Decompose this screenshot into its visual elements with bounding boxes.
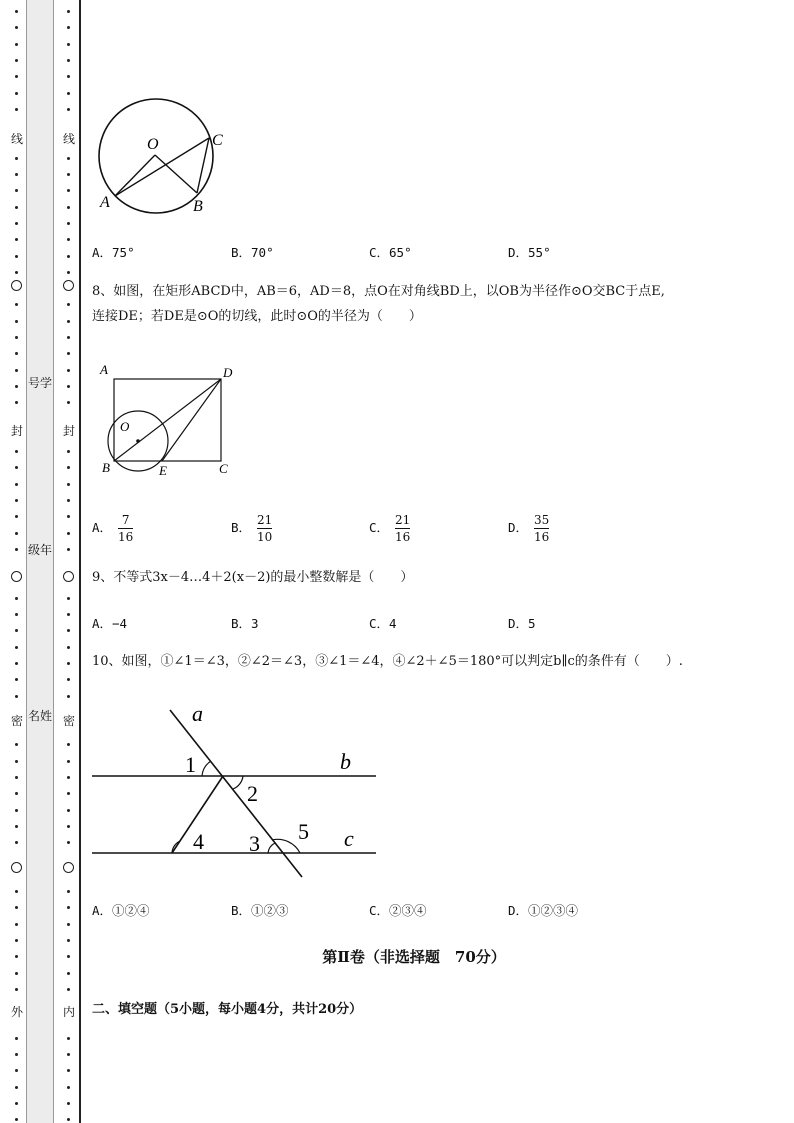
binding-dot — [15, 271, 18, 274]
q10-label-1: 1 — [185, 752, 196, 777]
binding-dot — [15, 1053, 18, 1056]
q9-option-c[interactable]: C．4 — [369, 616, 397, 631]
q7-label-C: C — [212, 132, 223, 149]
q8-center-dot — [136, 439, 140, 443]
binding-dot — [15, 515, 18, 518]
q8-option-d-fraction — [534, 513, 549, 544]
binding-ring — [63, 571, 74, 582]
q10-label-a: a — [192, 701, 203, 726]
q8-text-line1: 8、如图，在矩形ABCD中，AB＝6，AD＝8，点O在对角线BD上，以OB为半径作⊙O交BC于点E, — [92, 284, 665, 299]
binding-dot — [67, 352, 70, 355]
outer-char-feng: 封 — [10, 424, 23, 438]
binding-dot — [15, 320, 18, 323]
binding-dot — [15, 776, 18, 779]
binding-dot — [67, 483, 70, 486]
binding-dot — [67, 629, 70, 632]
binding-dot — [15, 173, 18, 176]
q10-label-3: 3 — [249, 831, 260, 856]
q8-label-D: D — [223, 365, 233, 380]
binding-dot — [15, 75, 18, 78]
binding-ring — [11, 280, 22, 291]
binding-dot — [67, 369, 70, 372]
q8-option-b-letter: B． — [231, 520, 252, 535]
q8-label-A: A — [100, 362, 108, 377]
binding-dot — [15, 238, 18, 241]
binding-dot — [67, 43, 70, 46]
binding-dot — [67, 1118, 70, 1121]
q10-option-b[interactable]: B．①②③ — [231, 903, 289, 918]
binding-dot — [15, 890, 18, 893]
binding-dot — [67, 108, 70, 111]
binding-dot — [15, 303, 18, 306]
binding-dot — [67, 841, 70, 844]
binding-dot — [67, 255, 70, 258]
q10-label-c: c — [344, 826, 354, 851]
binding-dot — [67, 238, 70, 241]
binding-dot — [67, 972, 70, 975]
binding-dot — [67, 988, 70, 991]
binding-dot — [67, 401, 70, 404]
q8-option-d-num: 35 — [534, 513, 550, 527]
q10-angle-3-arc — [268, 843, 275, 853]
binding-dot — [67, 59, 70, 62]
section2-subtitle: 二、填空题（5小题，每小题4分，共计20分） — [92, 1002, 363, 1017]
binding-dot — [67, 10, 70, 13]
binding-dot — [67, 597, 70, 600]
binding-dot — [15, 206, 18, 209]
binding-dot — [15, 92, 18, 95]
binding-dot — [15, 613, 18, 616]
binding-ring — [63, 862, 74, 873]
q8-option-c-num: 21 — [395, 513, 411, 527]
binding-dot — [15, 939, 18, 942]
binding-dot — [67, 271, 70, 274]
outer-char-xian: 线 — [10, 132, 23, 146]
binding-dot — [15, 809, 18, 812]
q10-angle-2-arc — [233, 776, 243, 789]
binding-dot — [15, 108, 18, 111]
q7-option-d[interactable]: D．55° — [508, 245, 551, 260]
inner-char-feng: 封 — [62, 424, 75, 438]
binding-dot — [67, 646, 70, 649]
binding-dot — [67, 906, 70, 909]
q8-option-b-fraction — [257, 513, 272, 544]
binding-dot — [15, 743, 18, 746]
binding-dot — [15, 499, 18, 502]
binding-dot — [15, 532, 18, 535]
q10-option-d[interactable]: D．①②③④ — [508, 903, 579, 918]
q8-option-b-den: 10 — [257, 530, 273, 544]
binding-dot — [67, 1086, 70, 1089]
binding-dot — [15, 792, 18, 795]
q10-angle-1-arc — [202, 761, 211, 776]
binding-dot — [15, 972, 18, 975]
binding-dot — [67, 206, 70, 209]
q8-option-c-fraction — [395, 513, 410, 544]
q8-option-c[interactable] — [369, 513, 410, 544]
q8-option-a[interactable] — [92, 513, 133, 544]
binding-dot — [15, 43, 18, 46]
binding-dot — [67, 1102, 70, 1105]
q8-label-C: C — [219, 461, 228, 476]
inner-char-mi: 密 — [62, 714, 75, 728]
binding-dot — [67, 1037, 70, 1040]
binding-dot — [67, 923, 70, 926]
binding-dot — [15, 1037, 18, 1040]
binding-dot — [15, 597, 18, 600]
q8-option-c-letter: C． — [369, 520, 390, 535]
binding-dot — [67, 695, 70, 698]
q7-label-B: B — [193, 198, 203, 215]
binding-dot — [15, 466, 18, 469]
q10-option-c[interactable]: C．②③④ — [369, 903, 427, 918]
binding-dot — [15, 988, 18, 991]
q7-figure — [92, 95, 242, 220]
inner-char-xian: 线 — [62, 132, 75, 146]
q10-label-2: 2 — [247, 781, 258, 806]
q10-label-5: 5 — [298, 819, 309, 844]
binding-dot — [15, 385, 18, 388]
binding-dot — [67, 450, 70, 453]
binding-dot — [67, 939, 70, 942]
binding-dot — [67, 532, 70, 535]
binding-dot — [15, 1086, 18, 1089]
q8-option-b[interactable] — [231, 513, 272, 544]
q8-option-a-fraction — [118, 513, 133, 544]
binding-dot — [67, 515, 70, 518]
binding-dot — [15, 1069, 18, 1072]
q10-figure — [92, 700, 382, 880]
binding-dot — [15, 841, 18, 844]
binding-dot — [15, 1118, 18, 1121]
binding-dot — [15, 401, 18, 404]
q10-label-4: 4 — [193, 829, 204, 854]
q8-label-B: B — [102, 460, 110, 475]
binding-dot — [67, 320, 70, 323]
binding-dot — [15, 189, 18, 192]
q8-option-b-num: 21 — [257, 513, 273, 527]
binding-dot — [15, 760, 18, 763]
label-xuehao: 号学 — [27, 376, 52, 390]
q7-line-CB — [197, 138, 209, 193]
binding-dot — [67, 189, 70, 192]
q8-label-E: E — [159, 463, 167, 478]
inner-char-nei: 内 — [62, 1005, 75, 1019]
binding-ring — [11, 862, 22, 873]
q9-option-a[interactable]: A．−4 — [92, 616, 128, 631]
binding-dot — [15, 59, 18, 62]
binding-dot — [15, 906, 18, 909]
q10-angle-5-arc — [272, 839, 300, 853]
binding-dot — [15, 26, 18, 29]
label-nianji: 级年 — [27, 543, 52, 557]
q7-option-a[interactable]: A．75° — [92, 245, 135, 260]
q8-option-a-letter: A． — [92, 520, 113, 535]
binding-dot — [15, 483, 18, 486]
q8-option-c-den: 16 — [395, 530, 411, 544]
q8-line-DE — [162, 379, 221, 461]
outer-char-wai: 外 — [10, 1005, 23, 1019]
binding-ring — [11, 571, 22, 582]
section2-title: 第Ⅱ卷（非选择题 70分） — [322, 948, 506, 966]
binding-dot — [15, 369, 18, 372]
binding-dot — [15, 255, 18, 258]
binding-dot — [15, 646, 18, 649]
q7-label-A: A — [100, 194, 110, 211]
binding-dot — [15, 1102, 18, 1105]
binding-dot — [67, 743, 70, 746]
q10-label-b: b — [340, 749, 351, 774]
binding-dot — [67, 75, 70, 78]
binding-dot — [15, 10, 18, 13]
binding-dot — [15, 678, 18, 681]
binding-dot — [67, 548, 70, 551]
binding-dot — [67, 303, 70, 306]
binding-dot — [15, 336, 18, 339]
q8-text-line2: 连接DE；若DE是⊙O的切线，此时⊙O的半径为（ ） — [92, 309, 422, 324]
q9-text: 9、不等式3x－4…4＋2(x－2)的最小整数解是（ ） — [92, 570, 414, 585]
binding-dot — [67, 92, 70, 95]
binding-ring — [63, 280, 74, 291]
q10-option-a[interactable]: A．①②④ — [92, 903, 150, 918]
q7-option-b[interactable]: B．70° — [231, 245, 274, 260]
q8-figure — [92, 360, 252, 485]
binding-dot — [15, 629, 18, 632]
binding-dot — [67, 1053, 70, 1056]
binding-dot — [67, 825, 70, 828]
binding-dot — [67, 1069, 70, 1072]
binding-dot — [15, 923, 18, 926]
binding-dot — [67, 499, 70, 502]
label-xingming: 名姓 — [27, 709, 52, 723]
q9-option-b[interactable]: B．3 — [231, 616, 259, 631]
binding-dot — [67, 760, 70, 763]
binding-dot — [67, 157, 70, 160]
q8-option-a-den: 16 — [118, 530, 134, 544]
binding-dot — [67, 662, 70, 665]
binding-dot — [15, 825, 18, 828]
binding-dot — [67, 466, 70, 469]
binding-dot — [67, 173, 70, 176]
q8-label-O: O — [120, 419, 130, 434]
binding-dot — [15, 662, 18, 665]
binding-dot — [15, 222, 18, 225]
q8-option-a-num: 7 — [121, 513, 130, 527]
q7-option-c[interactable]: C．65° — [369, 245, 412, 260]
q7-line-OB — [155, 155, 197, 193]
binding-dot — [15, 450, 18, 453]
q7-line-AC — [115, 138, 209, 196]
q10-line-a — [170, 710, 302, 877]
binding-dot — [67, 613, 70, 616]
binding-dot — [67, 678, 70, 681]
binding-dot — [67, 26, 70, 29]
binding-dot — [67, 776, 70, 779]
q7-label-O: O — [147, 136, 159, 153]
q8-option-d-letter: D． — [508, 520, 529, 535]
q8-option-d-den: 16 — [534, 530, 550, 544]
binding-dot — [67, 336, 70, 339]
binding-dot — [15, 695, 18, 698]
binding-dot — [67, 809, 70, 812]
q9-option-d[interactable]: D．5 — [508, 616, 536, 631]
binding-dot — [67, 222, 70, 225]
binding-dot — [67, 385, 70, 388]
binding-dot — [15, 548, 18, 551]
binding-dot — [15, 157, 18, 160]
binding-dot — [15, 352, 18, 355]
binding-dot — [67, 890, 70, 893]
q8-option-d[interactable] — [508, 513, 549, 544]
outer-char-mi: 密 — [10, 714, 23, 728]
q10-text: 10、如图，①∠1＝∠3，②∠2＝∠3，③∠1＝∠4，④∠2＋∠5＝180°可以判定b∥c的条件有（ ）. — [92, 654, 683, 669]
binding-dot — [67, 792, 70, 795]
